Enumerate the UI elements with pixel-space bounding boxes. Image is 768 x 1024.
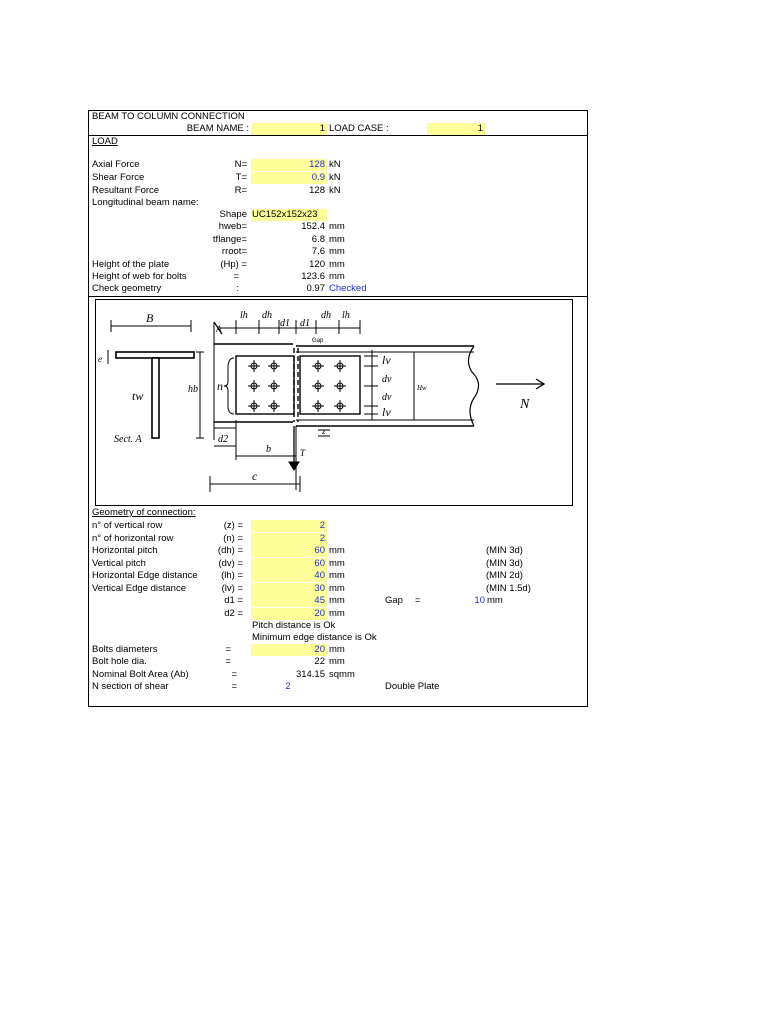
axial-force-input[interactable]: 128 [309,159,325,170]
geometry-row-input[interactable]: 60 [314,558,325,569]
shear-sections-label: N section of shear [92,681,169,692]
bolt-hole-label: Bolt hole dia. [92,656,147,667]
geometry-row-input[interactable]: 30 [314,583,325,594]
bolt-area-label: Nominal Bolt Area (Ab) [92,669,189,680]
force-T-label: T [300,448,306,458]
resultant-force-label: Resultant Force [92,185,160,196]
bolt-diameter-unit: mm [329,644,345,655]
resultant-force-unit: kN [329,185,341,196]
geometry-row-note: (MIN 3d) [486,558,523,569]
dim-B-label: B [146,311,154,325]
axial-force-unit: kN [329,159,341,170]
load-case-label: LOAD CASE : [329,123,389,134]
dim-lv1-label: lv [382,353,391,367]
gap-unit: mm [487,595,503,606]
geometry-row-input[interactable]: 20 [314,608,325,619]
beam-name-row-label: Longitudinal beam name: [92,197,199,208]
dim-hw-label: Hw [417,384,427,392]
geometry-row-input[interactable]: 2 [319,520,325,531]
hweb-value: 152.4 [301,221,325,232]
geometry-row-sym: d1 = [224,595,243,606]
spreadsheet-sheet [88,110,588,707]
gap-eq: = [415,595,421,606]
resultant-force-value: 128 [309,185,325,196]
dim-c-label: c [252,469,258,483]
check-geometry-value: 0.97 [306,283,325,294]
dim-dh2-label: dh [321,310,331,321]
geometry-row-unit: mm [329,545,345,556]
dim-b-label: b [266,444,271,455]
hweb-sym: hweb= [218,221,247,232]
rroot-value: 7.6 [311,246,325,257]
bolt-hole-sym: = [225,656,231,667]
dim-n-label: n [217,379,223,393]
load-section-title: LOAD [92,136,118,147]
sheet-title: BEAM TO COLUMN CONNECTION [92,111,245,122]
force-N-label: N [520,397,530,412]
bolt-area-unit: sqmm [329,669,355,680]
hweb-unit: mm [329,221,345,232]
geometry-row-input[interactable]: 40 [314,570,325,581]
geometry-row-sym: (dh) = [217,545,243,556]
bolt-hole-unit: mm [329,656,345,667]
geometry-row-note: (MIN 1.5d) [486,583,531,594]
dim-lv2-label: lv [382,405,391,419]
marker-A-label: A [216,324,222,334]
section-A-label: Sect. A [114,434,142,445]
shear-force-label: Shear Force [92,172,145,183]
dim-d1b-label: d1 [300,318,310,329]
check-geometry-status: Checked [329,283,367,294]
check-geometry-label: Check geometry [92,283,162,294]
dim-d2-label: d2 [218,434,228,445]
geometry-row-label: Vertical Edge distance [92,583,187,594]
dim-hb-label: hb [188,384,198,395]
bolt-hole-value: 22 [314,656,325,667]
geometry-row-note: (MIN 2d) [486,570,523,581]
check-geometry-sym: : [236,283,239,294]
plate-height-label: Height of the plate [92,259,170,270]
dim-lh1-label: lh [240,310,248,321]
rroot-unit: mm [329,246,345,257]
plate-height-sym: (Hp) = [220,259,247,270]
geometry-row-unit: mm [329,595,345,606]
shear-force-input[interactable]: 0.9 [311,172,325,183]
geometry-row-input[interactable]: 45 [314,595,325,606]
geometry-row-unit: mm [329,608,345,619]
connection-sketch [95,299,573,506]
web-height-value: 123.6 [301,271,325,282]
plate-height-value: 120 [309,259,325,270]
axial-force-sym: N= [234,159,247,170]
bolt-diameter-label: Bolts diameters [92,644,158,655]
geometry-row-label: Vertical pitch [92,558,146,569]
shape-label: Shape [219,209,247,220]
dim-e-label: e [98,354,102,364]
geometry-row-sym: (dv) = [218,558,243,569]
dim-dv2-label: dv [382,392,392,403]
geometry-row-label: n° of horizontal row [92,533,174,544]
tflange-unit: mm [329,234,345,245]
geometry-row-sym: (z) = [223,520,243,531]
dim-tw-label: tw [132,389,144,403]
geometry-row-sym: (lh) = [221,570,243,581]
geometry-row-label: Horizontal Edge distance [92,570,198,581]
resultant-force-sym: R= [234,185,247,196]
web-height-unit: mm [329,271,345,282]
dim-lh2-label: lh [342,310,350,321]
geometry-row-unit: mm [329,570,345,581]
pitch-message: Pitch distance is Ok [252,620,336,631]
gap-input[interactable]: 10 [474,595,485,606]
geometry-row-sym: (n) = [223,533,243,544]
geometry-row-label: Horizontal pitch [92,545,158,556]
geometry-row-unit: mm [329,583,345,594]
web-height-sym: = [233,271,239,282]
gap-label: Gap [312,338,324,344]
beam-name-label: BEAM NAME : [186,123,249,134]
geometry-row-input[interactable]: 2 [319,533,325,544]
axial-force-label: Axial Force [92,159,140,170]
geometry-row-sym: d2 = [224,608,243,619]
load-case-value[interactable]: 1 [477,123,483,134]
geometry-row-label: n° of vertical row [92,520,163,531]
dim-d1a-label: d1 [280,318,290,329]
shear-sections-note: Double Plate [385,681,440,692]
tflange-value: 6.8 [311,234,325,245]
plate-height-unit: mm [329,259,345,270]
geometry-row-note: (MIN 3d) [486,545,523,556]
bolt-area-sym: = [231,669,237,680]
shape-input[interactable]: UC152x152x23 [252,209,318,220]
dim-dh1-label: dh [262,310,272,321]
bolt-area-value: 314.15 [295,669,325,680]
shear-force-sym: T= [235,172,247,183]
shear-sections-input[interactable]: 2 [285,681,291,692]
beam-name-value[interactable]: 1 [319,123,325,134]
tflange-sym: tflange= [212,234,247,245]
web-height-label: Height of web for bolts [92,271,187,282]
rroot-sym: rroot= [221,246,247,257]
edge-message: Minimum edge distance is Ok [252,632,377,643]
bolt-diameter-sym: = [225,644,231,655]
dim-dv1-label: dv [382,374,392,385]
gap-label-row: Gap [385,595,403,606]
dim-z-label: z [322,426,326,436]
bolt-diameter-input[interactable]: 20 [314,644,325,655]
geometry-row-sym: (lv) = [221,583,243,594]
geometry-section-title: Geometry of connection: [92,507,196,518]
shear-sections-sym: = [231,681,237,692]
shear-force-unit: kN [329,172,341,183]
geometry-row-unit: mm [329,558,345,569]
geometry-row-input[interactable]: 60 [314,545,325,556]
